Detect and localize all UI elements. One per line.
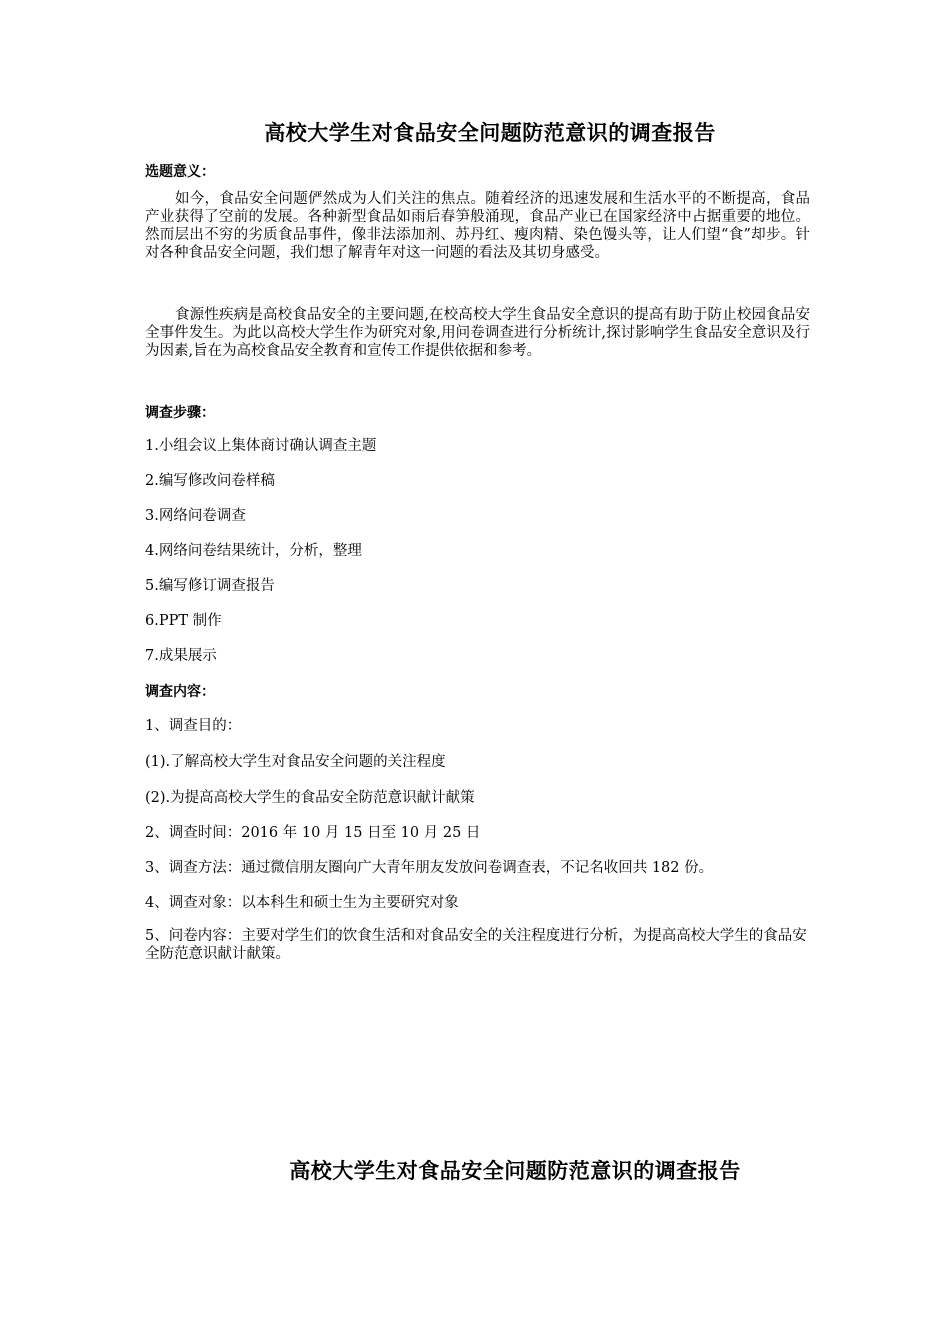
section-heading-content: 调查内容： (145, 684, 215, 700)
content-item: 3、调查方法：通过微信朋友圈向广大青年朋友发放问卷调查表，不记名收回共 182 份。 (145, 860, 714, 876)
section-heading-steps: 调查步骤： (145, 405, 215, 421)
step-item: 3.网络问卷调查 (145, 508, 246, 524)
paragraph-significance-2: 食源性疾病是高校食品安全的主要问题,在校高校大学生食品安全意识的提高有助于防止校园食品安全事件发生。为此以高校大学生作为研究对象,用问卷调查进行分析统计,探讨影响学生食品安全意识及行为因素,旨在为高校食品安全教育和宣传工作提供依据和参考。 (145, 307, 810, 359)
content-item: 5、问卷内容：主要对学生们的饮食生活和对食品安全的关注程度进行分析，为提高高校大学生的食品安全防范意识献计献策。 (145, 928, 807, 962)
section-heading-significance: 选题意义： (145, 164, 215, 180)
step-item: 2.编写修改问卷样稿 (145, 473, 275, 489)
content-item: 2、调查时间：2016 年 10 月 15 日至 10 月 25 日 (145, 825, 481, 841)
content-item: (1).了解高校大学生对食品安全问题的关注程度 (145, 754, 446, 770)
step-item: 6.PPT 制作 (145, 613, 222, 629)
step-item: 5.编写修订调查报告 (145, 578, 275, 594)
repeat-title: 高校大学生对食品安全问题防范意识的调查报告 (289, 1159, 741, 1183)
content-item: 1、调查目的： (145, 718, 242, 734)
content-item: 4、调查对象：以本科生和硕士生为主要研究对象 (145, 895, 459, 911)
step-item: 1.小组会议上集体商讨确认调查主题 (145, 438, 377, 454)
paragraph-significance-1: 如今，食品安全问题俨然成为人们关注的焦点。随着经济的迅速发展和生活水平的不断提高，食品产业获得了空前的发展。各种新型食品如雨后春笋般涌现，食品产业已在国家经济中占据重要的地位。然而层出不穷的劣质食品事件，像非法添加剂、苏丹红、瘦肉精、染色馒头等，让人们望“食”却步。针对各种食品安全问题，我们想了解青年对这一问题的看法及其切身感受。 (145, 191, 810, 261)
document-title: 高校大学生对食品安全问题防范意识的调查报告 (264, 121, 716, 145)
step-item: 4.网络问卷结果统计，分析，整理 (145, 543, 362, 559)
content-item: (2).为提高高校大学生的食品安全防范意识献计献策 (145, 790, 475, 806)
step-item: 7.成果展示 (145, 648, 217, 664)
